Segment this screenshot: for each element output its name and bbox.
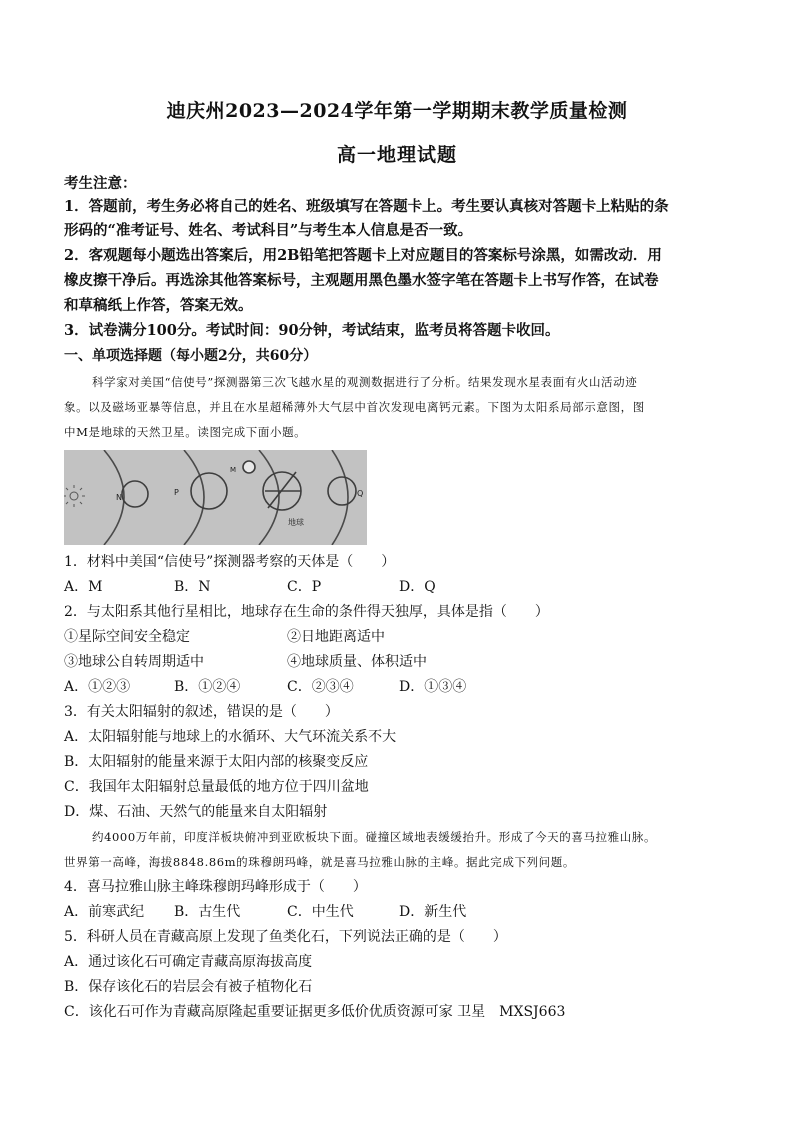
passage-line: 世界第一高峰，海拔8848.86m的珠穆朗玛峰，就是喜马拉雅山脉的主峰。据此完成下列问题。 <box>64 855 575 869</box>
question-stem: 1．材料中美国“信使号”探测器考察的天体是（ ） <box>64 554 396 570</box>
label-m: M <box>230 466 237 474</box>
notice-line: 1．答题前，考生务必将自己的姓名、班级填写在答题卡上。考生要认真核对答题卡上粘贴的条 <box>64 198 669 215</box>
item: ③地球公自转周期适中 <box>64 654 204 670</box>
option-a[interactable]: A．太阳辐射能与地球上的水循环、大气环流关系不大 <box>64 729 397 745</box>
option-a[interactable]: A．通过该化石可确定青藏高原海拔高度 <box>64 954 313 970</box>
solar-system-diagram <box>64 450 367 545</box>
option-a[interactable]: A．①②③ <box>64 679 131 695</box>
option-a[interactable]: A．M <box>64 579 103 595</box>
notice-line: 形码的“准考证号、姓名、考试科目”与考生本人信息是否一致。 <box>64 222 473 239</box>
option-c[interactable]: C．P <box>287 579 322 595</box>
passage-line: 象。以及磁场亚暴等信息，并且在水星超稀薄外大气层中首次发现电离钙元素。下图为太阳系局部示意图，图 <box>64 400 645 414</box>
option-b[interactable]: B．太阳辐射的能量来源于太阳内部的核聚变反应 <box>64 754 369 770</box>
option-d[interactable]: D．新生代 <box>399 904 467 920</box>
notice-line: 和草稿纸上作答，答案无效。 <box>64 297 253 314</box>
item: ②日地距离适中 <box>287 629 385 645</box>
passage-line: 约4000万年前，印度洋板块俯冲到亚欧板块下面。碰撞区域地表缓缓抬升。形成了今天的喜马拉雅山脉。 <box>92 830 657 844</box>
label-q: Q <box>357 489 364 498</box>
question-stem: 2．与太阳系其他行星相比，地球存在生命的条件得天独厚，具体是指（ ） <box>64 604 549 620</box>
option-b[interactable]: B．保存该化石的岩层会有被子植物化石 <box>64 979 313 995</box>
option-a[interactable]: A．前寒武纪 <box>64 904 145 920</box>
label-p: P <box>174 488 179 497</box>
notice-heading: 考生注意： <box>64 175 137 192</box>
option-b[interactable]: B．N <box>174 579 211 595</box>
item: ④地球质量、体积适中 <box>287 654 427 670</box>
option-b[interactable]: B．古生代 <box>174 904 241 920</box>
passage-line: 科学家对美国“信使号”探测器第三次飞越水星的观测数据进行了分析。结果发现水星表面有火山活动迹 <box>92 375 638 389</box>
option-c[interactable]: C．我国年太阳辐射总量最低的地方位于四川盆地 <box>64 779 369 795</box>
option-c[interactable]: C．该化石可作为青藏高原隆起重要证据更多低价优质资源可家 卫星 MXSJ663 <box>64 1004 566 1020</box>
label-earth: 地球 <box>288 518 304 527</box>
passage-line: 中M是地球的天然卫星。读图完成下面小题。 <box>64 425 307 439</box>
section-heading: 一、单项选择题（每小题2分，共60分） <box>64 348 318 364</box>
notice-line: 橡皮擦干净后。再选涂其他答案标号，主观题用黑色墨水签字笔在答题卡上书写作答，在试卷 <box>64 272 659 289</box>
option-c[interactable]: C．中生代 <box>287 904 354 920</box>
notice-line: 3．试卷满分100分。考试时间：90分钟，考试结束，监考员将答题卡收回。 <box>64 322 560 339</box>
question-stem: 4．喜马拉雅山脉主峰珠穆朗玛峰形成于（ ） <box>64 879 367 895</box>
planet-circles <box>122 461 356 510</box>
option-c[interactable]: C．②③④ <box>287 679 354 695</box>
question-stem: 3．有关太阳辐射的叙述，错误的是（ ） <box>64 704 339 720</box>
question-stem: 5．科研人员在青藏高原上发现了鱼类化石，下列说法正确的是（ ） <box>64 929 507 945</box>
option-d[interactable]: D．Q <box>399 579 436 595</box>
sun-icon <box>64 485 85 507</box>
option-d[interactable]: D．①③④ <box>399 679 467 695</box>
option-b[interactable]: B．①②④ <box>174 679 241 695</box>
option-d[interactable]: D．煤、石油、天然气的能量来自太阳辐射 <box>64 804 328 820</box>
notice-line: 2．客观题每小题选出答案后，用2B铅笔把答题卡上对应题目的答案标号涂黑，如需改动．用 <box>64 247 662 264</box>
exam-title: 迪庆州2023—2024学年第一学期期末教学质量检测 <box>166 100 628 122</box>
label-n: N <box>116 493 122 502</box>
item: ①星际空间安全稳定 <box>64 629 190 645</box>
exam-subtitle: 高一地理试题 <box>336 144 457 166</box>
